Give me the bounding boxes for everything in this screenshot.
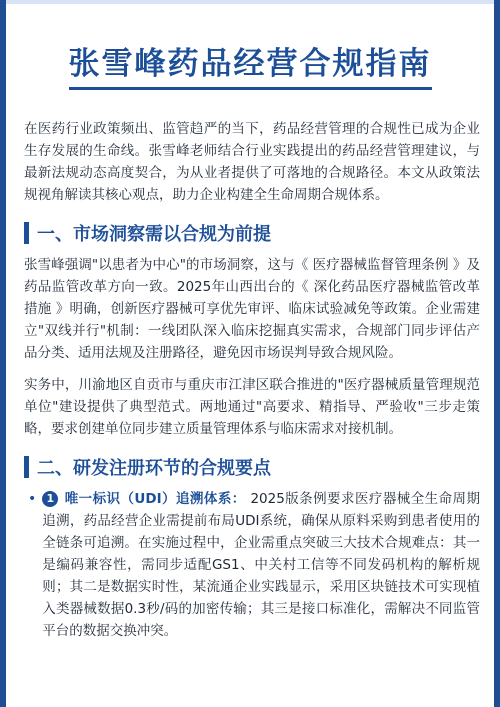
list-item-udi (24, 488, 480, 642)
section-1-paragraph-1: 张雪峰强调"以患者为中心"的市场洞察，这与《 医疗器械监督管理条例 》及药品监管改革方向一致。2025年山西出台的《 深化药品医疗器械监管改革措施 》明确，创新医疗器械可享优先审评、临床试验减免等政策。企业需建立"双线并行"机制：一线团队深入临床挖掘真实需求，合规部门同步评估产品分类、适用法规及注册路径，避免因市场误判导致合规风险。 (24, 257, 480, 361)
list-item-label: 唯一标识（UDI）追溯体系： (64, 491, 246, 507)
section-2-heading (24, 454, 480, 480)
number-badge: 1 (42, 491, 58, 507)
title-container (0, 38, 500, 90)
top-decoration (0, 0, 500, 4)
list-item-text: 2025版条例要求医疗器械全生命周期追溯，药品经营企业需提前布局UDI系统，确保从原料采购到患者使用的全链条可追溯。在实施过程中，企业需重点突破三大技术合规难点：其一是编码兼容性，需同步适配GS1、中关村工信等不同发码机构的解析规则；其二是数据实时性，某流通企业实践显示，采用区块链技术可实现植入类器械数据0.3秒/码的加密传输；其三是接口标准化，需解决不同监管平台的数据交换冲突。 (42, 491, 480, 639)
section-1-heading (24, 220, 480, 246)
section-2-title: 二、研发注册环节的合规要点 (37, 458, 271, 479)
intro-paragraph: 在医药行业政策频出、监管趋严的当下，药品经营管理的合规性已成为企业生存发展的生命线。张雪峰老师结合行业实践提出的药品经营管理建议，与最新法规动态高度契合，为从业者提供了可落地的合规路径。本文从政策法规视角解读其核心观点，助力企业构建全生命周期合规体系。 (24, 121, 480, 203)
section-1-paragraph-2: 实务中，川渝地区自贡市与重庆市江津区联合推进的"医疗器械质量管理规范单位"建设提供了典型范式。两地通过"高要求、精指导、严验收"三步走策略，要求创建单位同步建立质量管理体系与临床需求对接机制。 (24, 377, 480, 437)
list-item-content (42, 488, 480, 642)
right-border-decoration (494, 0, 500, 707)
section-marker (24, 456, 29, 478)
page-title: 张雪峰药品经营合规指南 (69, 38, 432, 90)
section-marker (24, 222, 29, 244)
left-border-decoration (0, 0, 6, 707)
article-body (24, 118, 480, 642)
bullet-icon: • (28, 491, 37, 507)
section-1-title: 一、市场洞察需以合规为前提 (37, 224, 271, 245)
